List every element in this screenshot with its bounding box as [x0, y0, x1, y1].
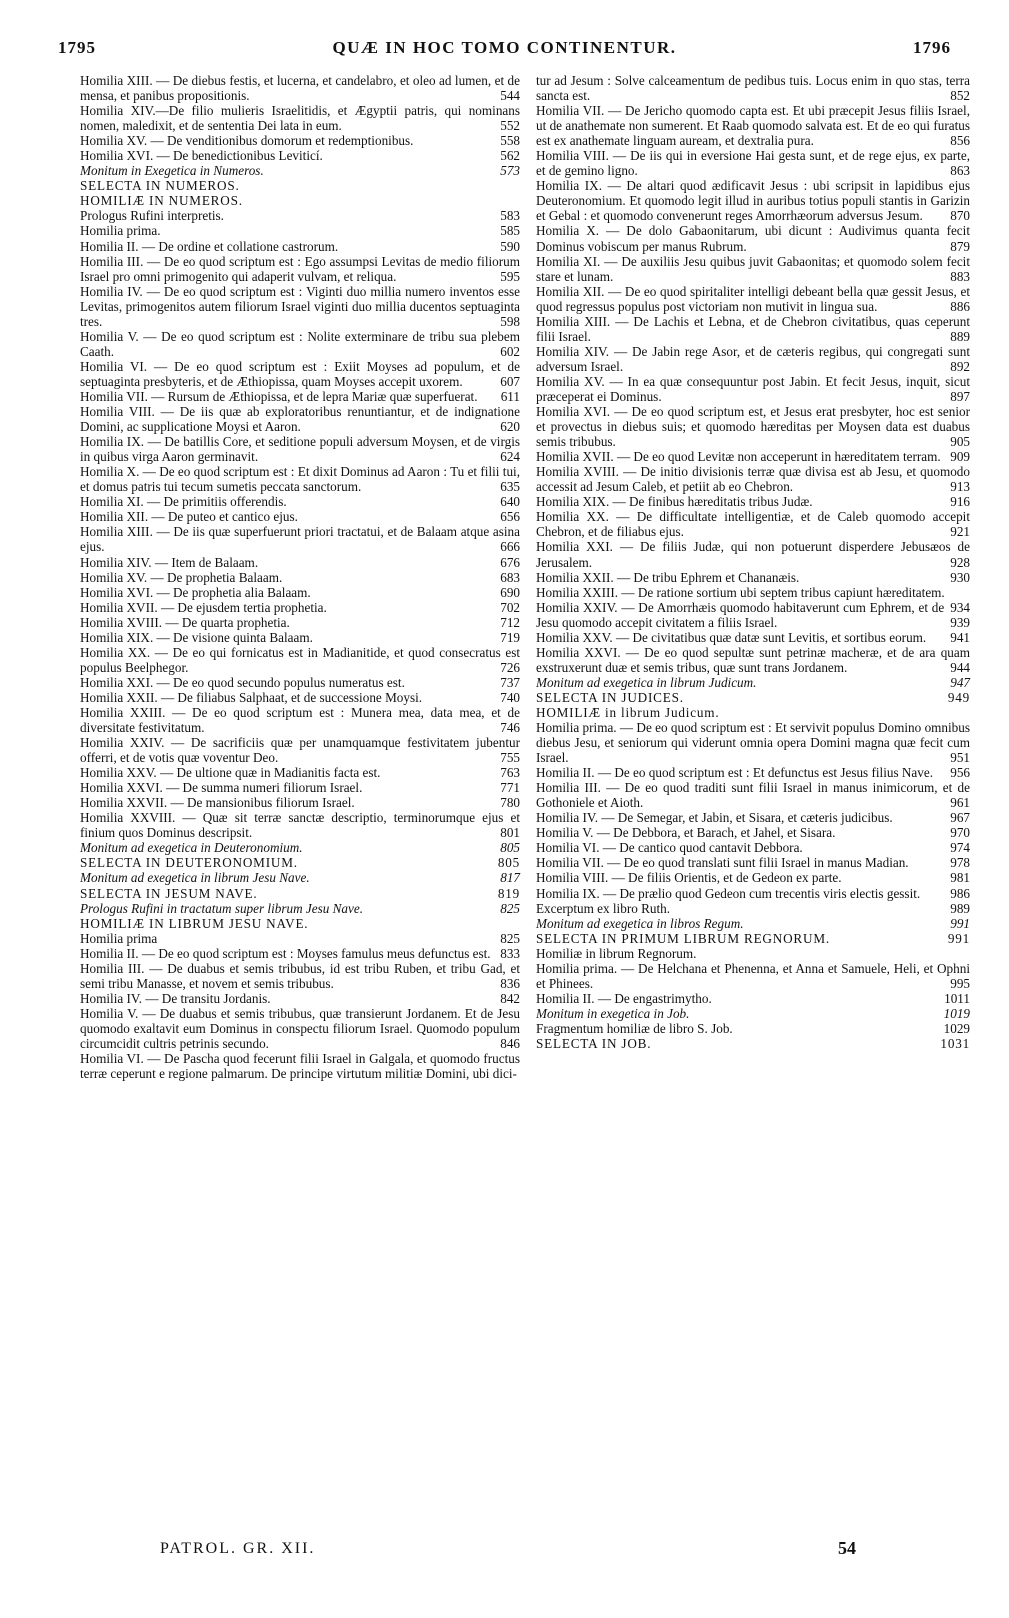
toc-entry-text: Homilia XXV. — De civitatibus quæ datæ sunt Levitis, et sortibus eorum.: [536, 629, 927, 645]
toc-entry-page: 863: [950, 163, 970, 179]
toc-entry-text: Monitum in exegetica in Job.: [536, 1005, 690, 1021]
toc-entry-text: Homilia XV. — In ea quæ consequuntur post Jabin. Et fecit Jesus, inquit, sicut præceperat ei Dominus.: [536, 373, 970, 404]
toc-entry: [80, 916, 520, 931]
toc-entry-page: 944: [950, 659, 970, 675]
toc-entry-page: 666: [500, 539, 520, 555]
toc-entry-page: 879: [950, 238, 970, 254]
toc-entry-text: SELECTA IN DEUTERONOMIUM.: [80, 855, 298, 871]
toc-entry: [536, 870, 970, 885]
toc-entry-text: Homilia XXII. — De filiabus Salphaat, et de successione Moysi.: [80, 689, 423, 705]
toc-entry: [536, 223, 970, 253]
toc-entry-text: Homilia VI. — De Pascha quod fecerunt filii Israel in Galgala, et quomodo fructus terræ ceperunt e regione palmarum. De principe virtutum militiæ Domini, ubi dici-: [80, 1051, 520, 1082]
toc-entry-page: 947: [950, 674, 970, 690]
toc-entry: [80, 645, 520, 675]
toc-entry: [536, 254, 970, 284]
toc-entry: [80, 133, 520, 148]
toc-entry-page: 981: [950, 870, 970, 886]
toc-entry-text: SELECTA IN NUMEROS.: [80, 178, 240, 194]
toc-entry: [80, 886, 520, 901]
toc-entry-page: 916: [950, 494, 970, 510]
toc-entry: [536, 675, 970, 690]
toc-entry-text: Homilia XIII. — De iis quæ superfuerunt priori tractatui, et de Balaam atque asina ejus.: [80, 524, 520, 555]
toc-entry-page: 989: [950, 900, 970, 916]
toc-entry-page: 702: [500, 599, 520, 615]
toc-entry-page: 870: [950, 208, 970, 224]
toc-entry-text: Homilia XXVI. — De eo quod sepultæ sunt petrinæ macheræ, et de ara quam exstruxerunt duæ et semis tribus, quæ sunt trans Jordanem.: [536, 644, 970, 675]
toc-entry: [80, 73, 520, 103]
toc-entry-page: 852: [950, 88, 970, 104]
toc-entry-text: Homilia V. — De duabus et semis tribubus, quæ transierunt Jordanem. Et de Jesu quomodo exaltavit eum Dominus in conspectu filiorum Israel. Quomodo populum circumcidit cultris petrinis secundo.: [80, 1005, 520, 1051]
toc-entry: [80, 509, 520, 524]
toc-entry-page: 746: [500, 720, 520, 736]
toc-entry-text: Homilia III. — De eo quod traditi sunt filii Israel in manus inimicorum, et de Gothoniele et Aioth.: [536, 780, 970, 811]
toc-entry-page: 1031: [940, 1036, 970, 1051]
toc-entry-page: 909: [950, 449, 970, 465]
toc-entry-text: HOMILIÆ IN NUMEROS.: [80, 193, 243, 209]
toc-entry: [536, 690, 970, 705]
toc-entry: [80, 464, 520, 494]
toc-entry-page: 583: [500, 208, 520, 224]
toc-entry-page: 676: [500, 554, 520, 570]
toc-entry: [536, 103, 970, 148]
toc-entry-text: Homilia XX. — De eo qui fornicatus est in Madianitide, et quod consecratus est populus Beelphegor.: [80, 644, 520, 675]
toc-entry: [80, 961, 520, 991]
toc-entry-text: Prologus Rufini interpretis.: [80, 208, 224, 224]
toc-entry-text: HOMILIÆ in librum Judicum.: [536, 704, 720, 720]
toc-entry-page: 602: [500, 343, 520, 359]
toc-entry-page: 883: [950, 268, 970, 284]
toc-entry-text: Homiliæ in librum Regnorum.: [536, 945, 697, 961]
toc-entry: [80, 555, 520, 570]
toc-entry-text: Homilia IX. — De prælio quod Gedeon cum trecentis viris electis gessit.: [536, 885, 921, 901]
toc-entry-page: 939: [950, 614, 970, 630]
toc-entry-page: 719: [500, 629, 520, 645]
toc-entry: [536, 539, 970, 569]
toc-entry: [80, 163, 520, 178]
toc-entry-page: 712: [500, 614, 520, 630]
toc-entry: [80, 765, 520, 780]
toc-entry-text: Homilia VI. — De eo quod scriptum est : Exiit Moyses ad populum, et de septuaginta presbyteris, et de Æthiopissa, quam Moyses accepit uxorem.: [80, 358, 520, 389]
toc-entry-page: 991: [947, 930, 970, 946]
toc-entry-page: 755: [500, 750, 520, 766]
toc-entry-text: Monitum in Exegetica in Numeros.: [80, 163, 264, 179]
toc-entry: [536, 825, 970, 840]
toc-entry-text: Homilia XXI. — De filiis Judæ, qui non potuerunt disperdere Jebusæos de Jerusalem.: [536, 539, 970, 570]
toc-entry-text: Homilia XVII. — De ejusdem tertia prophetia.: [80, 599, 327, 615]
toc-entry-page: 585: [500, 223, 520, 239]
toc-entry: [536, 404, 970, 449]
toc-entry-text: Homilia prima. — De Helchana et Phenenna, et Anna et Samuele, Heli, et Ophni et Phinees.: [536, 960, 970, 991]
toc-entry: [536, 600, 970, 630]
toc-entry-page: 889: [950, 328, 970, 344]
toc-entry: [536, 946, 970, 961]
toc-entry-text: Homilia XX. — De difficultate intelligentiæ, et de Caleb quomodo accepit Chebron, et de filiabus ejus.: [536, 509, 970, 540]
toc-entry-page: 949: [947, 689, 970, 705]
toc-entry: [80, 223, 520, 238]
toc-entry-text: Homilia XVI. — De prophetia alia Balaam.: [80, 584, 311, 600]
toc-entry: [80, 585, 520, 600]
toc-entry-text: Homilia XII. — De eo quod spiritaliter intelligi debeant bella quæ gessit Jesus, et quod regressus populus post victoriam non mutivit in lingua sua.: [536, 283, 970, 314]
toc-entry-page: 951: [950, 750, 970, 766]
toc-entry-text: Monitum ad exegetica in librum Judicum.: [536, 674, 757, 690]
toc-entry-text: Homilia V. — De Debbora, et Barach, et Jahel, et Sisara.: [536, 825, 836, 841]
toc-entry-text: Homilia XVII. — De eo quod Levitæ non acceperunt in hæreditatem terram.: [536, 449, 941, 465]
toc-entry-text: Homilia XXIV. — De sacrificiis quæ per unamquamque festivitatem jubentur offerri, et de votis quæ voventur Deo.: [80, 735, 520, 766]
toc-entry: [80, 284, 520, 329]
toc-entry-page: 562: [500, 148, 520, 164]
toc-entry-page: 967: [950, 810, 970, 826]
toc-entry: [80, 810, 520, 840]
toc-entry: [536, 148, 970, 178]
toc-entry-page: 970: [950, 825, 970, 841]
toc-entry-text: Homilia XXI. — De eo quod secundo populus numeratus est.: [80, 674, 405, 690]
toc-entry: [536, 509, 970, 539]
toc-entry-text: Homilia XXVII. — De mansionibus filiorum Israel.: [80, 795, 355, 811]
toc-entry: [80, 254, 520, 284]
toc-entry-text: Homilia III. — De duabus et semis tribubus, id est tribu Ruben, et tribu Gad, et semi tribu Manasse, et novem et semis tribubus.: [80, 960, 520, 991]
toc-entry-text: Homilia XXII. — De tribu Ephrem et Chananæis.: [536, 569, 800, 585]
toc-entry-text: Excerptum ex libro Ruth.: [536, 900, 671, 916]
toc-entry: [80, 148, 520, 163]
toc-entry-text: Homilia XI. — De primitiis offerendis.: [80, 494, 287, 510]
toc-entry: [80, 855, 520, 870]
toc-entry-page: 656: [500, 509, 520, 525]
toc-entry-page: 991: [950, 915, 970, 931]
toc-entry-page: 805: [500, 840, 520, 856]
toc-entry-text: Fragmentum homiliæ de libro S. Job.: [536, 1020, 733, 1036]
toc-entry-page: 763: [500, 765, 520, 781]
toc-entry-text: Homilia IX. — De altari quod ædificavit Jesus : ubi scripsit in lapidibus ejus Deuteronomium. Et quomodo legit illud in auribus totius populi stantis in Garizin et Gebal : et quomodo convenerunt reges Amorrhæorum adversus Jesum.: [536, 178, 970, 224]
toc-entry-page: 836: [500, 975, 520, 991]
toc-entry-text: Monitum ad exegetica in Deuteronomium.: [80, 840, 303, 856]
toc-entry-text: SELECTA IN JOB.: [536, 1036, 652, 1051]
toc-entry: [536, 1006, 970, 1021]
toc-entry-text: Homilia VII. — De eo quod translati sunt filii Israel in manus Madian.: [536, 855, 909, 871]
toc-entry-text: Prologus Rufini in tractatum super librum Jesu Nave.: [80, 900, 364, 916]
toc-entry-text: Homilia XIX. — De visione quinta Balaam.: [80, 629, 313, 645]
toc-entry-text: Homilia IV. — De eo quod scriptum est : Viginti duo millia numero inventos esse Levitas, primogenitos autem filiorum Israel viginti duo millia ducentos septuaginta tres.: [80, 283, 520, 329]
toc-entry: [536, 855, 970, 870]
toc-entry-page: 805: [497, 855, 520, 871]
toc-entry-text: Homilia III. — De eo quod scriptum est : Ego assumpsi Levitas de medio filiorum Israel pro omni primogenito qui adaperit vulvam, et reliqua.: [80, 253, 520, 284]
toc-entry: [536, 178, 970, 223]
toc-entry: [536, 1021, 970, 1036]
toc-entry-text: Homilia XVIII. — De initio divisionis terræ quæ divisa est ab Jesu, et quomodo accessit ad Jesum Caleb, et petiit ab eo Chebron.: [536, 464, 970, 495]
toc-entry-page: 573: [500, 163, 520, 179]
toc-entry-text: SELECTA IN JUDICES.: [536, 689, 684, 705]
toc-entry: [80, 404, 520, 434]
toc-entry: [536, 886, 970, 901]
toc-entry-page: 961: [950, 795, 970, 811]
toc-entry-page: 956: [950, 765, 970, 781]
toc-entry-text: Homilia VII. — De Jericho quomodo capta est. Et ubi præcepit Jesus filiis Israel, ut de anathemate non sumerent. Et Raab quomodo salvata est. Et de eo qui furatus est ex anathemate linguam auream, et dextralia pura.: [536, 103, 970, 149]
toc-entry: [536, 720, 970, 765]
toc-entry-text: Homilia V. — De eo quod scriptum est : Nolite exterminare de tribu sua plebem Caath.: [80, 328, 520, 359]
toc-entry-page: 934: [950, 599, 970, 615]
toc-entry: [80, 193, 520, 208]
toc-entry: [80, 991, 520, 1006]
toc-entry-page: 683: [500, 569, 520, 585]
footer-volume: PATROL. GR. XII.: [160, 1540, 316, 1557]
toc-entry-page: 552: [500, 118, 520, 134]
toc-entry-text: Homilia prima. — De eo quod scriptum est : Et servivit populus Domino omnibus diebus Jesu, et seniorum qui viderunt omnia opera Domini magna quæ fecit cum Israel.: [536, 720, 970, 766]
toc-entry-text: Homilia XIV. — De Jabin rege Asor, et de cæteris regibus, qui congregati sunt adversum Israel.: [536, 343, 970, 374]
toc-entry-text: Homilia prima.: [80, 223, 161, 239]
toc-entry: [80, 329, 520, 359]
toc-entry-text: Homilia XXVI. — De summa numeri filiorum Israel.: [80, 780, 363, 796]
toc-entry-page: 598: [500, 313, 520, 329]
toc-entry-text: Homilia XXV. — De ultione quæ in Madianitis facta est.: [80, 765, 381, 781]
toc-entry-page: 913: [950, 479, 970, 495]
toc-entry-text: Homilia XV. — De venditionibus domorum et redemptionibus.: [80, 133, 414, 149]
toc-entry: [536, 284, 970, 314]
toc-entry-page: 740: [500, 689, 520, 705]
toc-entry-page: 978: [950, 855, 970, 871]
toc-entry-text: Homilia XXIV. — De Amorrhæis quomodo habitaverunt cum Ephrem, et de Jesu quomodo accepit civitatem a filiis Israel.: [536, 599, 945, 630]
toc-entry: [80, 735, 520, 765]
toc-entry-text: Homilia IX. — De batillis Core, et seditione populi adversum Moysen, et de virgis in quibus virga Aaron germinavit.: [80, 434, 520, 465]
toc-entry-page: 607: [500, 373, 520, 389]
toc-entry: [536, 449, 970, 464]
toc-entry-page: 842: [500, 990, 520, 1006]
toc-entry: [80, 178, 520, 193]
toc-entry-page: 897: [950, 388, 970, 404]
footer-signature: 54: [838, 1538, 856, 1558]
toc-entry-text: Homilia XIX. — De finibus hæreditatis tribus Judæ.: [536, 494, 813, 510]
toc-entry-page: 941: [950, 629, 970, 645]
toc-entry: [80, 359, 520, 389]
toc-entry: [536, 374, 970, 404]
toc-entry-text: Homilia XII. — De puteo et cantico ejus.: [80, 509, 298, 525]
toc-entry: [80, 389, 520, 404]
toc-entry-text: SELECTA IN JESUM NAVE.: [80, 885, 258, 901]
toc-entry: [536, 780, 970, 810]
toc-entry-page: 825: [500, 930, 520, 946]
toc-entry: [536, 630, 970, 645]
toc-entry-text: Homilia XI. — De auxiliis Jesu quibus juvit Gabaonitas; et quomodo solem fecit stare et lunam.: [536, 253, 970, 284]
toc-entry-page: 590: [500, 238, 520, 254]
toc-entry: [80, 1006, 520, 1051]
right-column-number: 1796: [913, 38, 951, 57]
toc-entry: [536, 645, 970, 675]
toc-entry-text: Monitum ad exegetica in librum Jesu Nave.: [80, 870, 310, 886]
toc-entry-text: Homilia VIII. — De iis qui in eversione Hai gesta sunt, et de rege ejus, ex parte, et de gemino ligno.: [536, 148, 970, 179]
toc-entry-text: HOMILIÆ IN LIBRUM JESU NAVE.: [80, 915, 309, 931]
toc-entry-page: 635: [500, 479, 520, 495]
toc-entry: [80, 705, 520, 735]
toc-entry: [80, 1051, 520, 1081]
toc-entry-text: Homilia XIII. — De Lachis et Lebna, et de Chebron civitatibus, quas ceperunt filii Israel.: [536, 313, 970, 344]
toc-entry-page: 558: [500, 133, 520, 149]
toc-entry-text: Homilia II. — De ordine et collatione castrorum.: [80, 238, 339, 254]
toc-entry-page: 817: [500, 870, 520, 886]
toc-entry: [536, 991, 970, 1006]
toc-entry: [536, 840, 970, 855]
toc-entry-page: 737: [500, 674, 520, 690]
toc-entry-text: Homilia X. — De dolo Gabaonitarum, ubi dicunt : Audivimus quanta fecit Dominus vobiscum per manus Rubrum.: [536, 223, 970, 254]
toc-entry: [536, 464, 970, 494]
toc-entry-text: Homilia IV. — De transitu Jordanis.: [80, 990, 271, 1006]
toc-entry: [536, 961, 970, 991]
left-column-number: 1795: [58, 38, 96, 57]
toc-entry-text: tur ad Jesum : Solve calceamentum de pedibus tuis. Locus enim in quo stas, terra sancta est.: [536, 73, 970, 104]
toc-entry: [536, 314, 970, 344]
toc-entry-page: 595: [500, 268, 520, 284]
toc-entry-page: 726: [500, 659, 520, 675]
toc-entry-text: Homilia VII. — Rursum de Æthiopissa, et de lepra Mariæ quæ superfuerat.: [80, 388, 478, 404]
toc-entry-text: Homilia II. — De eo quod scriptum est : Moyses famulus meus defunctus est.: [80, 945, 491, 961]
toc-entry-page: 801: [500, 825, 520, 841]
toc-entry: [536, 1036, 970, 1051]
toc-entry: [80, 675, 520, 690]
toc-entry-text: Homilia XIV. — Item de Balaam.: [80, 554, 259, 570]
toc-entry-page: 624: [500, 449, 520, 465]
toc-entry: [80, 795, 520, 810]
toc-entry-text: Homilia IV. — De Semegar, et Jabin, et Sisara, et cæteris judicibus.: [536, 810, 893, 826]
toc-entry: [536, 570, 970, 585]
toc-entry-page: 1011: [944, 990, 970, 1006]
toc-entry-text: Monitum ad exegetica in libros Regum.: [536, 915, 744, 931]
toc-entry-page: 771: [500, 780, 520, 796]
toc-entry-text: Homilia XIII. — De diebus festis, et lucerna, et candelabro, et oleo ad lumen, et de mensa, et panibus propositionis.: [80, 73, 520, 104]
toc-entry-text: Homilia II. — De engastrimytho.: [536, 990, 712, 1006]
toc-entry: [80, 600, 520, 615]
toc-entry: [80, 946, 520, 961]
toc-entry: [536, 765, 970, 780]
toc-entry-text: Homilia XVI. — De eo quod scriptum est, et Jesus erat presbyter, hoc est senior et provectus in diebus suis; et quomodo hæreditas per Moysen data est duabus semis tribubus.: [536, 404, 970, 450]
toc-entry-text: Homilia XVIII. — De quarta prophetia.: [80, 614, 290, 630]
toc-entry: [536, 916, 970, 931]
toc-entry: [80, 103, 520, 133]
toc-entry: [536, 344, 970, 374]
toc-entry: [80, 239, 520, 254]
toc-entry: [80, 434, 520, 464]
toc-entry: [536, 73, 970, 103]
toc-entry: [536, 494, 970, 509]
page-title: QUÆ IN HOC TOMO CONTINENTUR.: [332, 38, 677, 57]
toc-entry-text: Homilia II. — De eo quod scriptum est : Et defunctus est Jesus filius Nave.: [536, 765, 934, 781]
toc-entry: [80, 630, 520, 645]
toc-entry: [80, 524, 520, 554]
toc-entry-page: 892: [950, 358, 970, 374]
toc-entry-text: Homilia VIII. — De iis quæ ab exploratoribus renuntiantur, et de indignatione Domini, ac supplicatione Moysi et Aaron.: [80, 404, 520, 435]
toc-entry-text: Homilia XXIII. — De eo quod scriptum est : Munera mea, data mea, et de diversitate festivitatum.: [80, 704, 520, 736]
toc-entry: [80, 570, 520, 585]
toc-entry: [536, 931, 970, 946]
toc-entry-text: Homilia XV. — De prophetia Balaam.: [80, 569, 283, 585]
toc-entry-page: 856: [950, 133, 970, 149]
toc-entry-text: Homilia XIV.—De filio mulieris Israelitidis, et Ægyptii patris, qui nominans nomen, maledixit, et de sententia Dei lata in eum.: [80, 103, 520, 134]
toc-entry-page: 640: [500, 494, 520, 510]
toc-entry-page: 995: [950, 975, 970, 991]
toc-entry: [80, 870, 520, 885]
toc-entry: [80, 208, 520, 223]
toc-entry: [536, 901, 970, 916]
toc-entry-page: 1019: [943, 1005, 970, 1021]
left-column: [80, 73, 520, 1081]
toc-entry-page: 825: [500, 900, 520, 916]
toc-entry: [80, 780, 520, 795]
toc-entry: [536, 810, 970, 825]
toc-entry-page: 690: [500, 584, 520, 600]
toc-entry: [80, 931, 520, 946]
toc-entry-page: 886: [950, 298, 970, 314]
toc-entry-text: Homilia VI. — De cantico quod cantavit Debbora.: [536, 840, 803, 856]
right-column: [536, 73, 970, 1051]
toc-entry-page: 986: [950, 885, 970, 901]
toc-entry: [536, 705, 970, 720]
toc-entry-page: 611: [500, 388, 520, 404]
toc-entry-page: 833: [500, 945, 520, 961]
toc-entry: [80, 840, 520, 855]
toc-entry-page: 544: [500, 88, 520, 104]
toc-entry-text: Homilia XXIII. — De ratione sortium ubi septem tribus capiunt hæreditatem.: [536, 584, 945, 600]
page-header: [58, 38, 951, 62]
toc-entry-text: SELECTA IN PRIMUM LIBRUM REGNORUM.: [536, 930, 830, 946]
toc-entry-page: 846: [500, 1036, 520, 1051]
toc-entry-text: Homilia VIII. — De filiis Orientis, et de Gedeon ex parte.: [536, 870, 842, 886]
toc-entry-text: Homilia XXVIII. — Quæ sit terræ sanctæ descriptio, terminorumque ejus et finium quos Dominus descripsit.: [80, 810, 520, 841]
toc-entry-page: 819: [497, 885, 520, 901]
toc-entry-page: 921: [950, 524, 970, 540]
toc-entry-page: 974: [950, 840, 970, 856]
toc-entry-page: 928: [950, 554, 970, 570]
toc-entry-page: 930: [950, 569, 970, 585]
toc-entry-text: Homilia prima: [80, 930, 158, 946]
toc-entry: [80, 494, 520, 509]
toc-entry-page: 905: [950, 434, 970, 450]
toc-entry-page: 780: [500, 795, 520, 811]
toc-entry-page: 620: [500, 419, 520, 435]
toc-entry: [80, 615, 520, 630]
toc-entry-text: Homilia XVI. — De benedictionibus Leviticí.: [80, 148, 323, 164]
toc-entry-page: 1029: [943, 1020, 970, 1036]
toc-entry: [80, 690, 520, 705]
toc-entry: [80, 901, 520, 916]
toc-entry-text: Homilia X. — De eo quod scriptum est : Et dixit Dominus ad Aaron : Tu et filii tui, et domus patris tui tecum sumetis peccata sanctorum.: [80, 464, 520, 495]
